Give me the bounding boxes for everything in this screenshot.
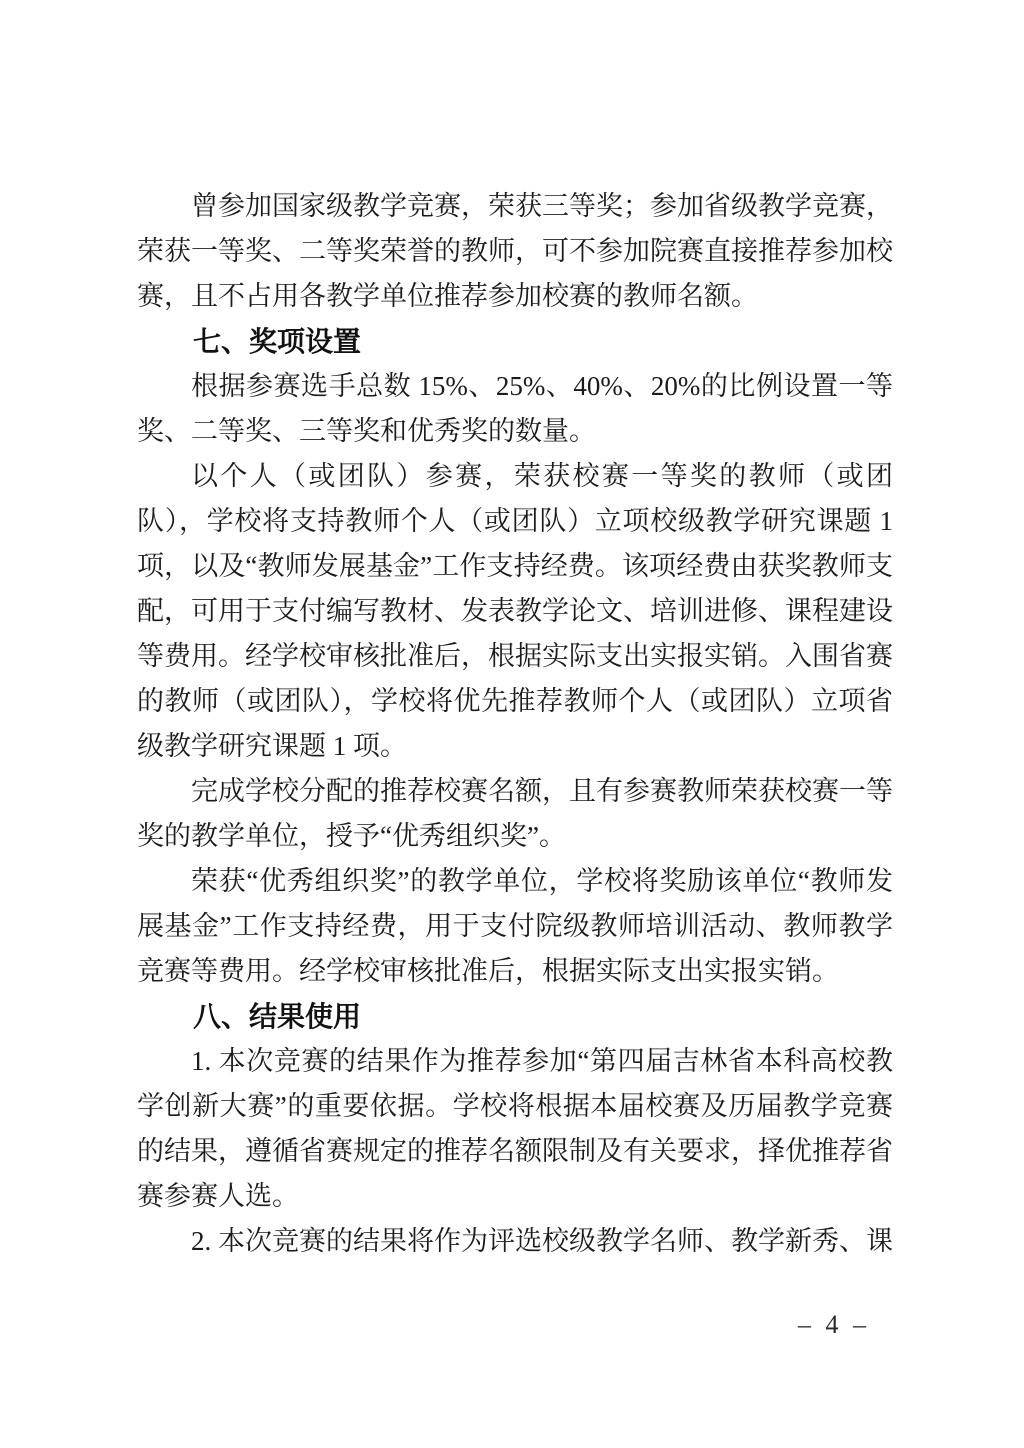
section-heading-result-usage: 八、结果使用 xyxy=(193,1001,362,1032)
paragraph-prior-award-exemption: 曾参加国家级教学竞赛，荣获三等奖；参加省级教学竞赛，荣获一等奖、二等奖荣誉的教师，可不参加院赛直接推荐参加校赛，且不占用各教学单位推荐参加校赛的教师名额。 xyxy=(137,191,893,311)
paragraph-excellent-organization-award: 完成学校分配的推荐校赛名额，且有参赛教师荣获校赛一等奖的教学单位，授予“优秀组织奖”。 xyxy=(137,776,893,851)
paragraph-result-usage-2: 2. 本次竞赛的结果将作为评选校级教学名师、教学新秀、课 xyxy=(191,1226,893,1256)
paragraph-first-prize-support: 以个人（或团队）参赛，荣获校赛一等奖的教师（或团队），学校将支持教师个人（或团队）立项校级教学研究课题 1 项，以及“教师发展基金”工作支持经费。该项经费由获奖教师支配，可用于支付编写教材、发表教学论文、培训进修、课程建设等费用。经学校审核批准后，根据实际支出实报实销。入围省赛的教师（或团队），学校将优先推荐教师个人（或团队）立项省级教学研究课题 1 项。 xyxy=(137,461,893,761)
section-heading-awards-setup: 七、奖项设置 xyxy=(193,326,362,357)
paragraph-organization-award-funding: 荣获“优秀组织奖”的教学单位，学校将奖励该单位“教师发展基金”工作支持经费，用于支付院级教师培训活动、教师教学竞赛等费用。经学校审核批准后，根据实际支出实报实销。 xyxy=(137,866,893,986)
paragraph-result-usage-1: 1. 本次竞赛的结果作为推荐参加“第四届吉林省本科高校教学创新大赛”的重要依据。学校将根据本届校赛及历届教学竞赛的结果，遵循省赛规定的推荐名额限制及有关要求，择优推荐省赛参赛人选。 xyxy=(137,1046,893,1211)
page-number: – 4 – xyxy=(798,1310,870,1339)
paragraph-award-ratios: 根据参赛选手总数 15%、25%、40%、20%的比例设置一等奖、二等奖、三等奖和优秀奖的数量。 xyxy=(137,371,893,446)
document-body xyxy=(137,184,893,1264)
